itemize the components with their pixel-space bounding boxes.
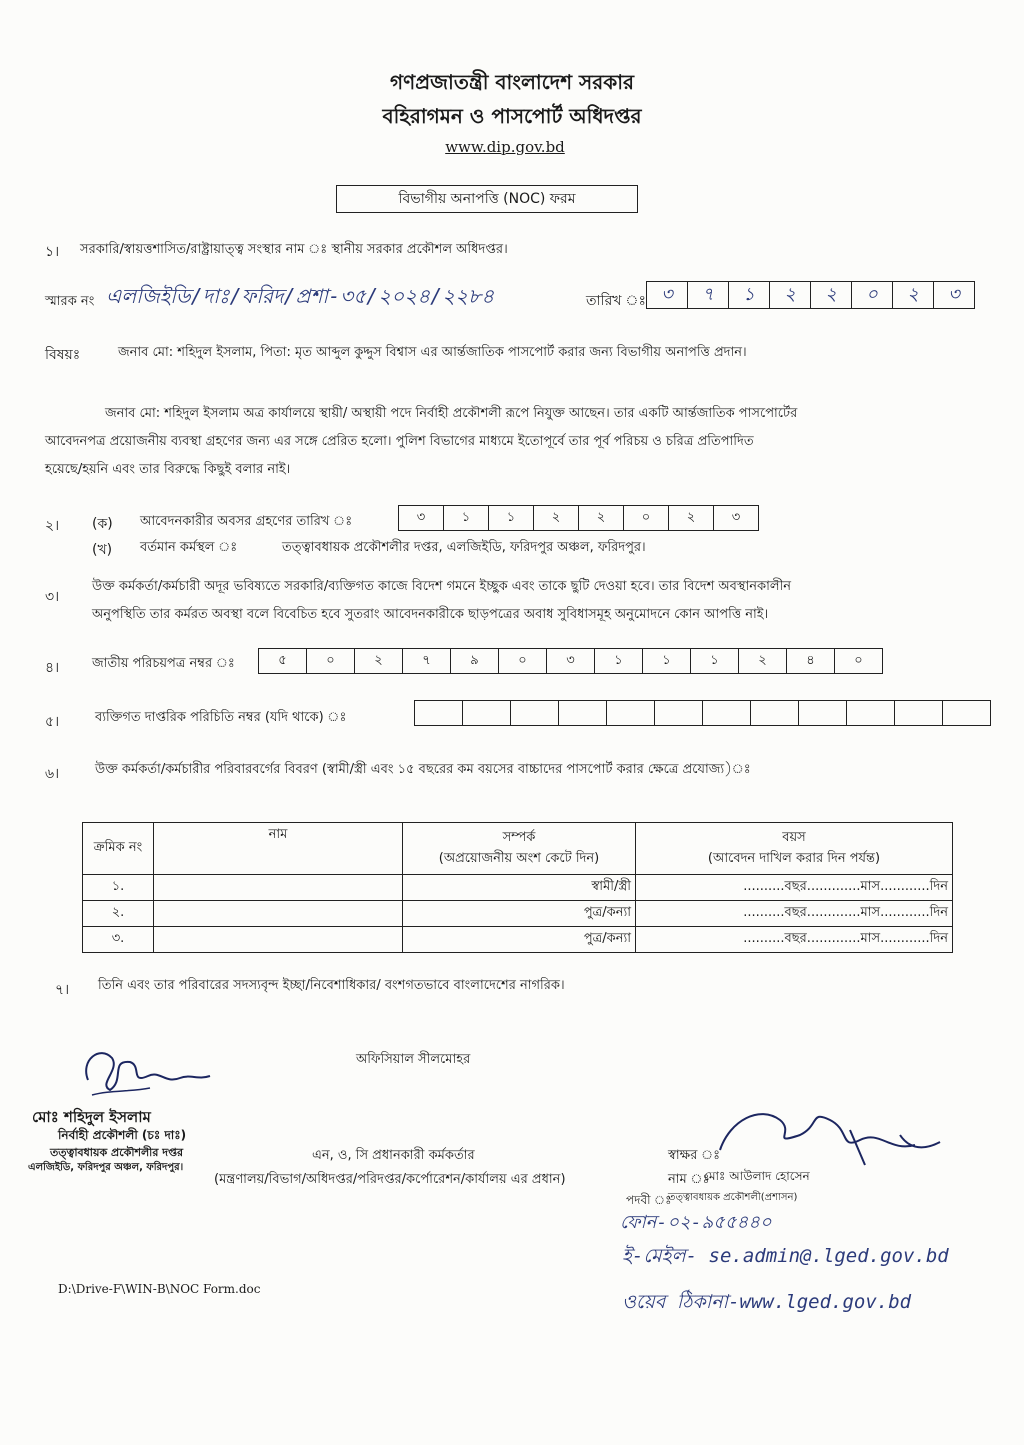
memo-date-digit: ৩ <box>647 282 688 308</box>
header-website[interactable]: www.dip.gov.bd <box>445 138 565 156</box>
memo-date-digit: ১ <box>729 282 770 308</box>
item7-text: তিনি এবং তার পরিবারের সদস্যবৃন্দ ইচ্ছা/নিবেশাধিকার/ বংশগতভাবে বাংলাদেশের নাগরিক। <box>98 978 565 993</box>
left-signature <box>70 1040 220 1110</box>
memo-date-digit: ০ <box>852 282 893 308</box>
nid-digit: ৭ <box>403 649 451 673</box>
right-signature <box>700 1090 950 1180</box>
item5-text: ব্যক্তিগত দাপ্তরিক পরিচিতি নম্বর (যদি থাকে) ঃ <box>95 710 347 725</box>
personal-id-boxes[interactable] <box>414 700 991 726</box>
personal-id-cell[interactable] <box>415 701 463 725</box>
personal-id-cell[interactable] <box>751 701 799 725</box>
item2a-label: (ক) <box>92 516 113 532</box>
personal-id-cell[interactable] <box>607 701 655 725</box>
nid-digit: ১ <box>595 649 643 673</box>
item4-number: ৪। <box>45 660 60 676</box>
retirement-date-digit: ১ <box>489 506 534 530</box>
header-line2: বহিরাগমন ও পাসপোর্ট অধিদপ্তর <box>382 104 642 128</box>
item6-text: উক্ত কর্মকর্তা/কর্মচারীর পরিবারবর্গের বিবরণ (স্বামী/স্ত্রী এবং ১৫ বছরের কম বয়সের বাচ্চাদের পাসপোর্ট করার ক্ষেত্রে প্রযোজ্য)ঃ <box>95 762 751 777</box>
nid-boxes <box>258 648 883 674</box>
stamp-title: নির্বাহী প্রকৌশলী (চঃ দাঃ) <box>58 1128 187 1142</box>
item3-number: ৩। <box>45 589 60 605</box>
personal-id-cell[interactable] <box>511 701 559 725</box>
memo-handwritten-number: এলজিইডি/দাঃ/ফরিদ/প্রশা-৩৫/২০২৪/২২৮৪ <box>106 284 495 308</box>
item6-number: ৬। <box>45 766 60 782</box>
personal-id-cell[interactable] <box>847 701 895 725</box>
item1-number: ১। <box>45 244 60 260</box>
stamp-name: মোঃ শহিদুল ইসলাম <box>32 1108 151 1126</box>
footer-file-path: D:\Drive-F\WIN-B\NOC Form.doc <box>58 1282 261 1296</box>
memo-date-digit: ৭ <box>688 282 729 308</box>
item7-number: ৭। <box>55 982 70 998</box>
memo-date-label: তারিখ ঃ <box>586 293 646 309</box>
nid-digit: ৯ <box>451 649 499 673</box>
row-name[interactable] <box>154 901 403 927</box>
designation-label: পদবী ঃ <box>626 1193 672 1207</box>
table-row <box>83 901 953 927</box>
web-handwritten: ওয়েব ঠিকানা-www.lged.gov.bd <box>622 1291 912 1313</box>
item5-number: ৫। <box>45 714 60 730</box>
issuer-line2: (মন্ত্রণালয়/বিভাগ/অধিদপ্তর/পরিদপ্তর/কর্পোরেশন/কার্যালয় এর প্রধান) <box>214 1172 566 1187</box>
retirement-date-digit: ৩ <box>399 506 444 530</box>
subject-label: বিষয়ঃ <box>45 347 81 363</box>
body-paragraph <box>45 400 975 484</box>
official-seal-label: অফিসিয়াল সীলমোহর <box>356 1052 471 1067</box>
issuer-line1: এন, ও, সি প্রধানকারী কর্মকর্তার <box>312 1148 475 1163</box>
table-row <box>83 875 953 901</box>
name-label: নাম ঃ <box>668 1172 710 1187</box>
row-serial: ১. <box>83 875 154 901</box>
nid-digit: ১ <box>691 649 739 673</box>
header-age-title: বয়স <box>782 829 806 845</box>
memo-date-digit: ৩ <box>948 284 960 305</box>
name-value: মোঃ আউলাদ হোসেন <box>704 1169 810 1183</box>
personal-id-cell[interactable] <box>703 701 751 725</box>
header-serial: ক্রমিক নং <box>83 823 154 875</box>
row-serial: ২. <box>83 901 154 927</box>
header-age <box>636 823 953 875</box>
item2b-label: (খ) <box>92 542 113 558</box>
body-line-3: হয়েছে/হয়নি এবং তার বিরুদ্ধে কিছুই বলার নাই। <box>45 462 291 477</box>
row-relation: স্বামী/স্ত্রী <box>403 875 636 901</box>
nid-digit: ২ <box>739 649 787 673</box>
memo-date-digit: ২ <box>893 282 934 308</box>
row-name[interactable] <box>154 875 403 901</box>
personal-id-cell[interactable] <box>463 701 511 725</box>
subject-text: জনাব মো: শহিদুল ইসলাম, পিতা: মৃত আব্দুল কুদ্দুস বিশ্বাস এর আর্ন্তজাতিক পাসপোর্ট করার জন্য বিভাগীয় অনাপত্তি প্রদান। <box>118 345 747 360</box>
item2b-text: বর্তমান কর্মস্থল ঃ <box>140 540 238 555</box>
nid-digit: ৩ <box>547 649 595 673</box>
retirement-date-boxes <box>398 505 759 531</box>
retirement-date-digit: ০ <box>624 506 669 530</box>
memo-label: স্মারক নং <box>45 294 95 309</box>
stamp-address: এলজিইডি, ফরিদপুর অঞ্চল, ফরিদপুর। <box>28 1162 184 1173</box>
nid-digit: ৫ <box>259 649 307 673</box>
retirement-date-digit: ১ <box>444 506 489 530</box>
nid-digit: ৪ <box>787 649 835 673</box>
retirement-date-digit: ২ <box>579 506 624 530</box>
nid-digit: ১ <box>643 649 691 673</box>
retirement-date-digit: ২ <box>534 506 579 530</box>
designation-value: তত্ত্বাবধায়ক প্রকৌশলী(প্রশাসন) <box>668 1192 798 1203</box>
item1-text: সরকারি/স্বায়ত্তশাসিত/রাষ্ট্রায়াত্ত্ব সংস্থার নাম ঃ স্থানীয় সরকার প্রকৌশল অধিদপ্তর। <box>80 242 508 257</box>
signature-label: স্বাক্ষর ঃ <box>668 1148 721 1163</box>
row-name[interactable] <box>154 927 403 953</box>
nid-digit: ০ <box>499 649 547 673</box>
header-relation-note: (অপ্রয়োজনীয় অংশ কেটে দিন) <box>438 850 600 866</box>
header-line1: গণপ্রজাতন্ত্রী বাংলাদেশ সরকার <box>390 70 634 94</box>
email-handwritten: ই-মেইল- se.admin@.lged.gov.bd <box>622 1245 949 1267</box>
nid-digit: ০ <box>854 653 863 668</box>
personal-id-cell[interactable] <box>895 701 943 725</box>
item4-text: জাতীয় পরিচয়পত্র নম্বর ঃ <box>92 656 235 671</box>
nid-digit: ০ <box>307 649 355 673</box>
phone-handwritten: ফোন-০২-৯৫৫৪৪০ <box>620 1212 772 1233</box>
family-table <box>82 822 953 953</box>
header-name: নাম <box>154 823 403 875</box>
stamp-office: তত্ত্বাবধায়ক প্রকৌশলীর দপ্তর <box>50 1146 184 1159</box>
item2a-text: আবেদনকারীর অবসর গ্রহণের তারিখ ঃ <box>140 514 353 529</box>
item2-number: ২। <box>45 518 60 534</box>
personal-id-cell[interactable] <box>799 701 847 725</box>
item2b-value: তত্ত্বাবধায়ক প্রকৌশলীর দপ্তর, এলজিইডি, ফরিদপুর অঞ্চল, ফরিদপুর। <box>282 540 646 555</box>
row-serial: ৩. <box>83 927 154 953</box>
retirement-date-digit: ২ <box>669 506 714 530</box>
row-age[interactable]: ..........বছর.............মাস............দিন <box>636 875 953 901</box>
item3-text <box>92 573 972 629</box>
nid-digit: ২ <box>355 649 403 673</box>
row-relation: পুত্র/কন্যা <box>403 901 636 927</box>
header-age-note: (আবেদন দাখিল করার দিন পর্যন্ত) <box>707 850 881 866</box>
row-relation: পুত্র/কন্যা <box>403 927 636 953</box>
body-line-1: জনাব মো: শহিদুল ইসলাম অত্র কার্যালয়ে স্থায়ী/ অস্থায়ী পদে নির্বাহী প্রকৌশলী রূপে নিযুক্ত আছেন। তার একটি আর্ন্তজাতিক পাসপোর্টের <box>105 406 798 421</box>
family-table-header <box>83 823 953 875</box>
item3-line-1: উক্ত কর্মকর্তা/কর্মচারী অদূর ভবিষ্যতে সরকারি/ব্যক্তিগত কাজে বিদেশ গমনে ইচ্ছুক এবং তাকে ছুটি দেওয়া হবে। তার বিদেশ অবস্থানকালীন <box>92 579 792 594</box>
retirement-date-digit: ৩ <box>731 510 741 525</box>
item3-line-2: অনুপস্থিতি তার কর্মরত অবস্থা বলে বিবেচিত হবে সুতরাং আবেদনকারীকে ছাড়পত্রের অবাধ সুবিধাসমূহ অনুমোদনে কোন আপত্তি নাই। <box>92 607 769 622</box>
header-relation-title: সম্পর্ক <box>502 829 536 845</box>
personal-id-cell[interactable] <box>655 701 703 725</box>
header-relation <box>403 823 636 875</box>
body-line-2: আবেদনপত্র প্রয়োজনীয় ব্যবস্থা গ্রহণের জন্য এর সঙ্গে প্রেরিত হলো। পুলিশ বিভাগের মাধ্যমে ইতোপূর্বে তার পূর্ব পরিচয় ও চরিত্র প্রতিপাদিত <box>45 434 754 449</box>
table-row <box>83 927 953 953</box>
memo-date-boxes <box>646 281 975 309</box>
row-age[interactable]: ..........বছর.............মাস............দিন <box>636 927 953 953</box>
personal-id-cell[interactable] <box>559 701 607 725</box>
personal-id-cell[interactable] <box>943 701 990 725</box>
row-age[interactable]: ..........বছর.............মাস............দিন <box>636 901 953 927</box>
memo-date-digit: ২ <box>770 282 811 308</box>
form-title: বিভাগীয় অনাপত্তি (NOC) ফরম <box>336 185 638 213</box>
memo-date-digit: ২ <box>811 282 852 308</box>
